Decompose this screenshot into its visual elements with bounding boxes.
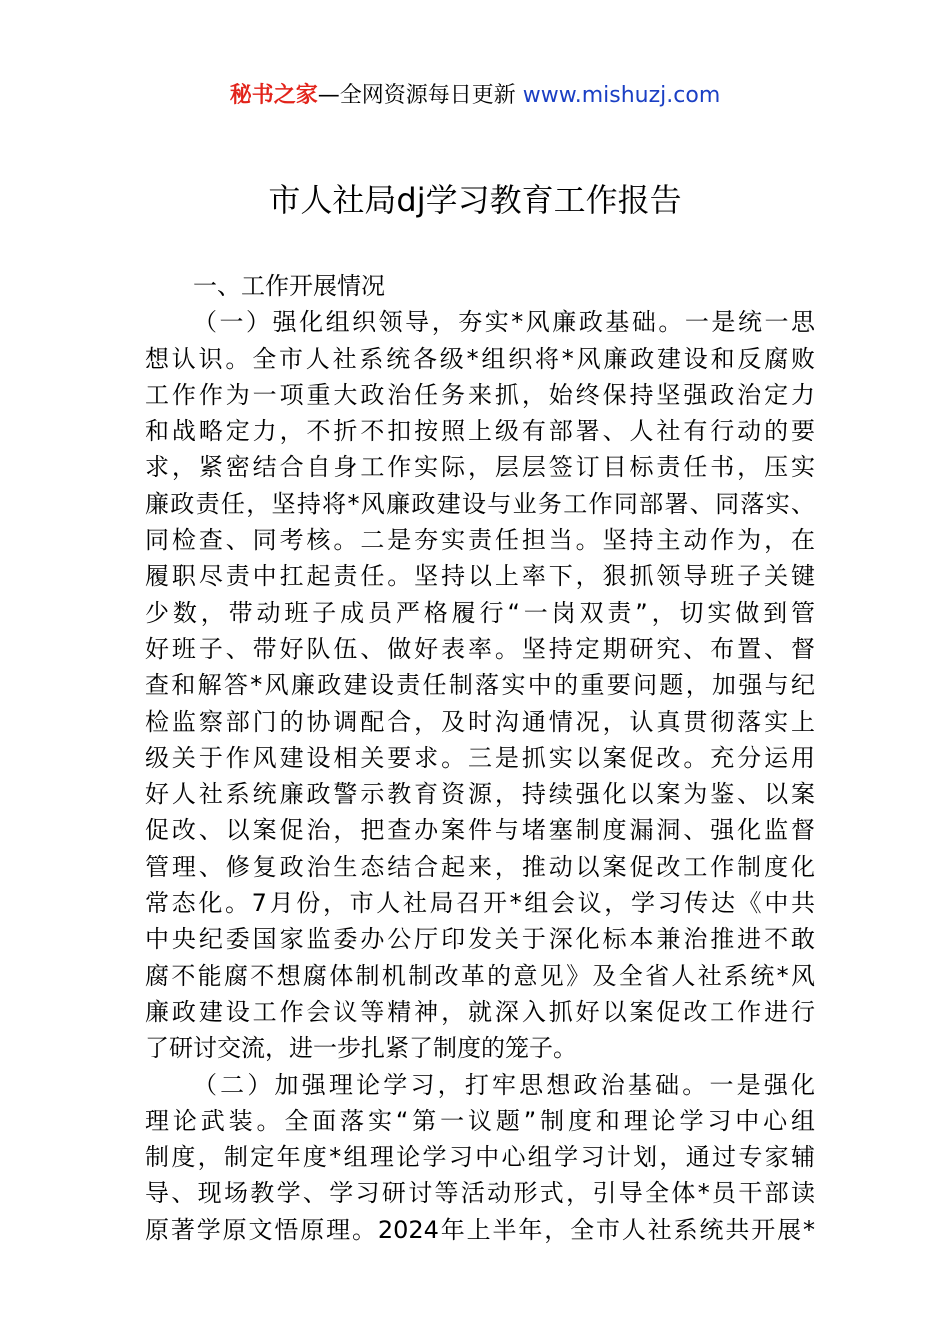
paragraph-line: 好人社系统廉政警示教育资源，持续强化以案为鉴、以案 (145, 780, 815, 809)
paragraph-line: 求，紧密结合自身工作实际，层层签订目标责任书，压实 (145, 453, 815, 482)
paragraph-line: 腐不能腐不想腐体制机制改革的意见》及全省人社系统*风 (145, 961, 815, 990)
paragraph-line: 中央纪委国家监委办公厅印发关于深化标本兼治推进不敢 (145, 925, 815, 954)
paragraph-line: 级关于作风建设相关要求。三是抓实以案促改。充分运用 (145, 743, 815, 772)
site-header (0, 80, 950, 112)
paragraph-line: 原著学原文悟原理。2024年上半年，全市人社系统共开展* (145, 1215, 815, 1244)
paragraph-line: （二）加强理论学习，打牢思想政治基础。一是强化 (193, 1070, 815, 1099)
paragraph-line: 少数，带动班子成员严格履行“一岗双责”，切实做到管 (145, 598, 815, 627)
brand-name: 秘书之家 (229, 83, 318, 108)
paragraph-line: 查和解答*风廉政建设责任制落实中的重要问题，加强与纪 (145, 671, 815, 700)
site-url-link[interactable]: www.mishuzj.com (522, 83, 721, 108)
paragraph-line: 同检查、同考核。二是夯实责任担当。坚持主动作为，在 (145, 526, 815, 555)
paragraph-line: 常态化。7月份，市人社局召开*组会议，学习传达《中共 (145, 889, 815, 918)
paragraph-line: （一）强化组织领导，夯实*风廉政基础。一是统一思 (193, 308, 815, 337)
paragraph-line: 导、现场教学、学习研讨等活动形式，引导全体*员干部读 (145, 1179, 815, 1208)
document-body (145, 268, 815, 1248)
section-heading: 一、工作开展情况 (193, 272, 385, 300)
paragraph-line: 履职尽责中扛起责任。坚持以上率下，狠抓领导班子关键 (145, 562, 815, 591)
paragraph-line: 制度，制定年度*组理论学习中心组学习计划，通过专家辅 (145, 1143, 815, 1172)
paragraph-line: 了研讨交流，进一步扎紧了制度的笼子。 (145, 1034, 577, 1063)
header-tagline: —全网资源每日更新 (317, 83, 516, 108)
paragraph-line: 理论武装。全面落实“第一议题”制度和理论学习中心组 (145, 1106, 815, 1135)
paragraph-line: 和战略定力，不折不扣按照上级有部署、人社有行动的要 (145, 417, 815, 446)
paragraph-line: 工作作为一项重大政治任务来抓，始终保持坚强政治定力 (145, 380, 815, 409)
paragraph-line: 好班子、带好队伍、做好表率。坚持定期研究、布置、督 (145, 634, 815, 663)
paragraph-line: 管理、修复政治生态结合起来，推动以案促改工作制度化 (145, 852, 815, 881)
document-title: 市人社局dj学习教育工作报告 (268, 181, 682, 219)
paragraph-line: 检监察部门的协调配合，及时沟通情况，认真贯彻落实上 (145, 707, 815, 736)
paragraph-line: 促改、以案促治，把查办案件与堵塞制度漏洞、强化监督 (145, 816, 815, 845)
paragraph-line: 想认识。全市人社系统各级*组织将*风廉政建设和反腐败 (145, 344, 815, 373)
paragraph-line: 廉政责任，坚持将*风廉政建设与业务工作同部署、同落实、 (145, 489, 815, 518)
paragraph-line: 廉政建设工作会议等精神，就深入抓好以案促改工作进行 (145, 997, 815, 1026)
